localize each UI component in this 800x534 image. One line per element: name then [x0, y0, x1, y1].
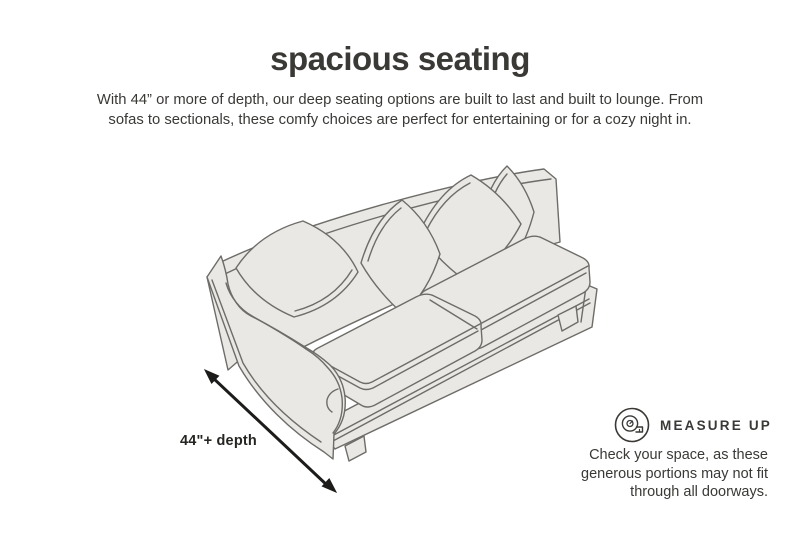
page-title: spacious seating [270, 40, 530, 77]
measure-up-heading: MEASURE UP [660, 417, 773, 433]
measure-up-header [613, 406, 772, 444]
depth-dimension-label: 44"+ depth [180, 433, 257, 449]
measure-up-note-line-1: Check your space, as these [589, 447, 768, 463]
measure-up-note [576, 446, 768, 502]
measure-up-note-line-2: generous portions may not fit [581, 465, 768, 482]
intro-line-1: With 44” or more of depth, our deep seating options are built to last and built to lounge. From [96, 92, 704, 108]
measure-up-note-line-3: through all doorways. [630, 484, 768, 500]
tape-measure-icon [613, 406, 651, 444]
intro-line-2: sofas to sectionals, these comfy choices are perfect for entertaining or for a cozy night in. [108, 111, 692, 128]
